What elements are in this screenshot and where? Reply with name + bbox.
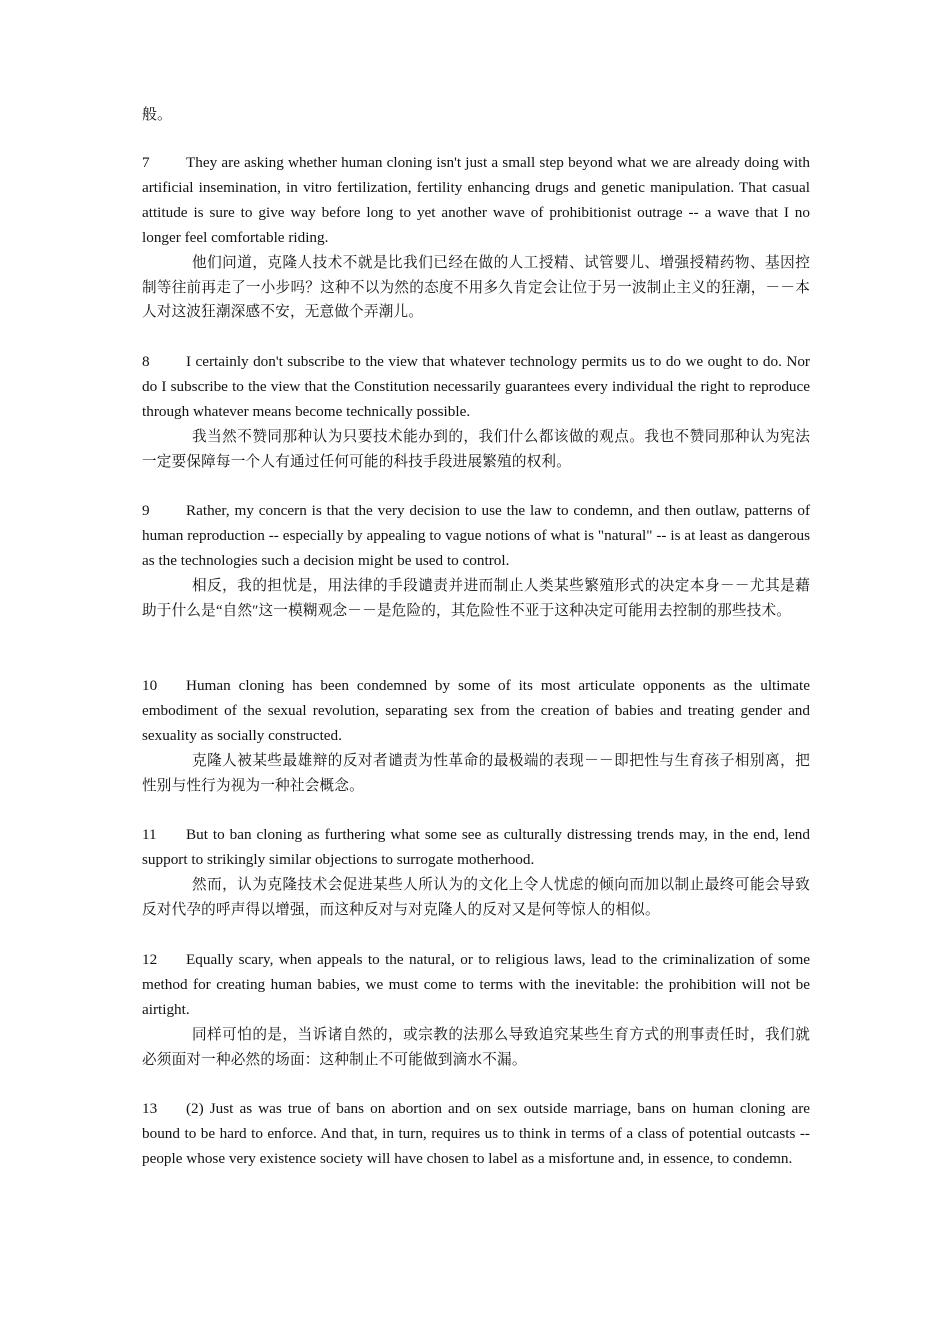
english-body: I certainly don't subscribe to the view that whatever technology permits us to do we ought to do. Nor do I subscribe to the view that the Constitution necessarily guarantees every individual the right to reproduce through whatever means become technically possible. bbox=[142, 353, 810, 420]
english-body: Rather, my concern is that the very decision to use the law to condemn, and then outlaw, patterns of human reproduction -- especially by appealing to vague notions of what is "natural" -- is at least as dangerous as the technologies such a decision might be used to control. bbox=[142, 502, 810, 569]
chinese-translation: 然而，认为克隆技术会促进某些人所认为的文化上令人忧虑的倾向而加以制止最终可能会导致反对代孕的呼声得以增强，而这种反对与对克隆人的反对又是何等惊人的相似。 bbox=[142, 876, 810, 918]
english-text bbox=[142, 948, 810, 1023]
paragraph-11 bbox=[142, 823, 810, 923]
chinese-translation: 他们问道，克隆人技术不就是比我们已经在做的人工授精、试管婴儿、增强授精药物、基因控制等往前再走了一小步吗？这种不以为然的态度不用多久肯定会让位于另一波制止主义的狂潮，－－本人对这波狂潮深感不安，无意做个弄潮儿。 bbox=[142, 254, 810, 321]
paragraph-number: 13 bbox=[142, 1100, 158, 1117]
english-body: (2) Just as was true of bans on abortion and on sex outside marriage, bans on human cloning are bound to be hard to enforce. And that, in turn, requires us to think in terms of a class of potential outcasts -- people whose very existence society will have chosen to label as a misfortune and, in essence, to condemn. bbox=[142, 1100, 810, 1167]
paragraph-12 bbox=[142, 948, 810, 1073]
paragraph-9 bbox=[142, 499, 810, 624]
lead-fragment: 般。 bbox=[142, 107, 173, 123]
english-text bbox=[142, 1097, 810, 1172]
paragraph-8 bbox=[142, 350, 810, 475]
paragraph-number: 12 bbox=[142, 951, 158, 968]
english-body: But to ban cloning as furthering what some see as culturally distressing trends may, in the end, lend support to strikingly similar objections to surrogate motherhood. bbox=[142, 826, 810, 868]
english-text bbox=[142, 151, 810, 251]
paragraph-13 bbox=[142, 1097, 810, 1172]
english-text bbox=[142, 674, 810, 749]
paragraph-number: 8 bbox=[142, 353, 150, 370]
english-body: They are asking whether human cloning isn't just a small step beyond what we are already doing with artificial insemination, in vitro fertilization, fertility enhancing drugs and genetic manipulation. That casual attitude is sure to give way before long to yet another wave of prohibitionist outrage -- a wave that I no longer feel comfortable riding. bbox=[142, 154, 810, 246]
paragraph-7 bbox=[142, 151, 810, 325]
english-body: Human cloning has been condemned by some of its most articulate opponents as the ultimate embodiment of the sexual revolution, separating sex from the creation of babies and treating gender and sexuality as socially constructed. bbox=[142, 677, 810, 744]
paragraph-number: 10 bbox=[142, 677, 158, 694]
paragraph-number: 7 bbox=[142, 154, 150, 171]
english-text bbox=[142, 350, 810, 425]
english-body: Equally scary, when appeals to the natural, or to religious laws, lead to the criminalization of some method for creating human babies, we must come to terms with the inevitable: the prohibition will not be airtight. bbox=[142, 951, 810, 1018]
chinese-translation: 我当然不赞同那种认为只要技术能办到的，我们什么都该做的观点。我也不赞同那种认为宪法一定要保障每一个人有通过任何可能的科技手段进展繁殖的权利。 bbox=[142, 428, 810, 470]
paragraph-number: 11 bbox=[142, 826, 157, 843]
paragraph-number: 9 bbox=[142, 502, 150, 519]
english-text bbox=[142, 499, 810, 574]
chinese-translation: 同样可怕的是，当诉诸自然的，或宗教的法那么导致追究某些生育方式的刑事责任时，我们就必须面对一种必然的场面：这种制止不可能做到滴水不漏。 bbox=[142, 1026, 810, 1068]
chinese-translation: 相反，我的担忧是，用法律的手段谴责并进而制止人类某些繁殖形式的决定本身－－尤其是藉助于什么是“自然″这一模糊观念－－是危险的，其危险性不亚于这种决定可能用去控制的那些技术。 bbox=[142, 577, 810, 619]
paragraph-10 bbox=[142, 674, 810, 799]
chinese-translation: 克隆人被某些最雄辩的反对者谴责为性革命的最极端的表现－－即把性与生育孩子相别离，把性别与性行为视为一种社会概念。 bbox=[142, 752, 810, 794]
english-text bbox=[142, 823, 810, 873]
